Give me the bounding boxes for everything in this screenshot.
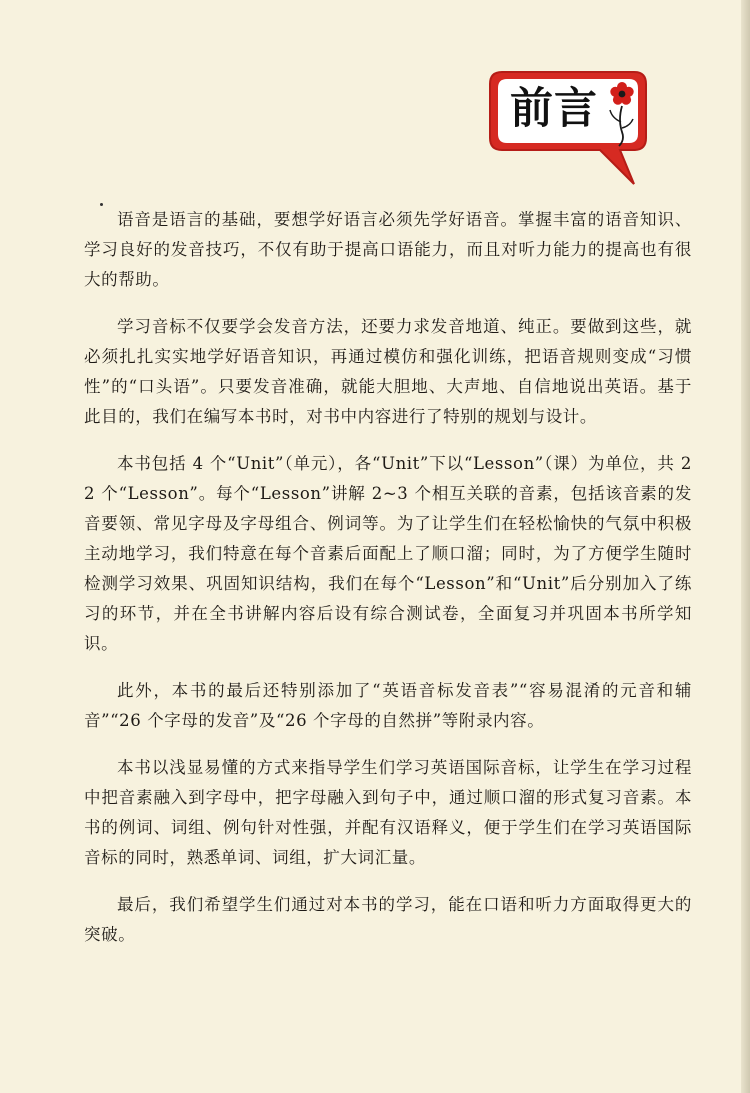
paragraph-5: 本书以浅显易懂的方式来指导学生们学习英语国际音标，让学生在学习过程中把音素融入到字母中，把字母融入到句子中，通过顺口溜的形式复习音素。本书的例词、词组、例句针对性强，并配有汉语释义，便于学生们在学习英语国际音标的同时，熟悉单词、词组，扩大词汇量。	[84, 758, 692, 867]
page-title: 前言	[510, 84, 598, 134]
paragraph-3: 本书包括 4 个“Unit”（单元），各“Unit”下以“Lesson”（课）为单位，共 22 个“Lesson”。每个“Lesson”讲解 2~3 个相互关联的音素，包括该音素的发音要领、常见字母及字母组合、例词等。为了让学生们在轻松愉快的气氛中积极主动地学习，我们特意在每个音素后面配上了顺口溜；同时，为了方便学生随时检测学习效果、巩固知识结构，我们在每个“Lesson”和“Unit”后分别加入了练习的环节，并在全书讲解内容后设有综合测试卷，全面复习并巩固本书所学知识。	[84, 454, 692, 653]
preface-body	[84, 205, 692, 967]
paragraph-6: 最后，我们希望学生们通过对本书的学习，能在口语和听力方面取得更大的突破。	[84, 895, 692, 944]
preface-badge	[488, 62, 658, 187]
paragraph-2: 学习音标不仅要学会发音方法，还要力求发音地道、纯正。要做到这些，就必须扎扎实实地学好语音知识，再通过模仿和强化训练，把语音规则变成“习惯性”的“口头语”。只要发音准确，就能大胆地、大声地、自信地说出英语。基于此目的，我们在编写本书时，对书中内容进行了特别的规划与设计。	[84, 317, 692, 426]
page-edge	[741, 0, 750, 1093]
paragraph-1: 语音是语言的基础，要想学好语言必须先学好语音。掌握丰富的语音知识、学习良好的发音技巧，不仅有助于提高口语能力，而且对听力能力的提高也有很大的帮助。	[84, 210, 692, 289]
paragraph-4: 此外，本书的最后还特别添加了“英语音标发音表”“容易混淆的元音和辅音”“26 个字母的发音”及“26 个字母的自然拼”等附录内容。	[84, 681, 692, 730]
